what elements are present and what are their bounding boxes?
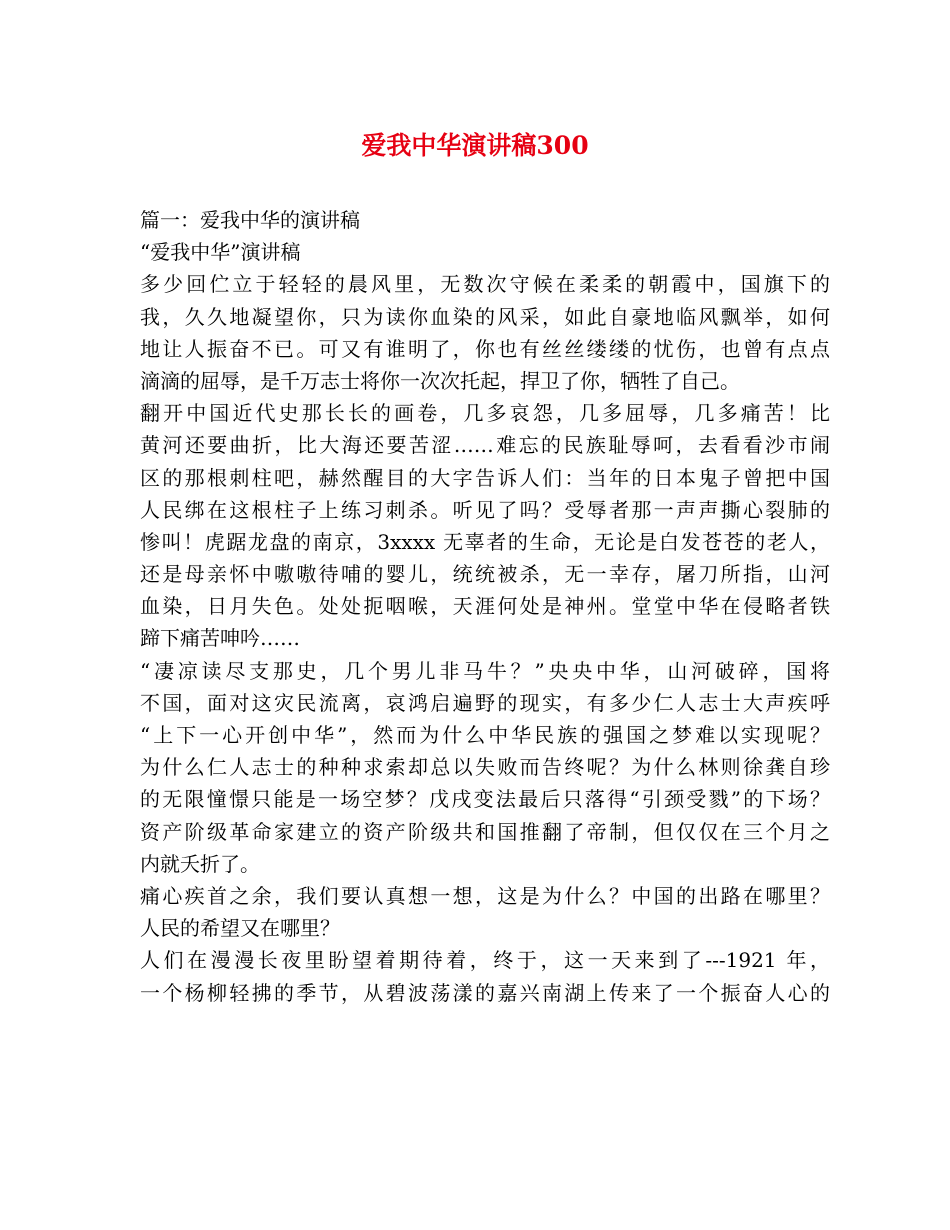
text-line: 蹄下痛苦呻吟……	[140, 626, 300, 651]
text-line: 多少回伫立于轻轻的晨风里，无数次守候在柔柔的朝霞中，国旗下的	[140, 272, 830, 297]
text-line: 不国，面对这灾民流离，哀鸿启遍野的现实，有多少仁人志士大声疾呼	[140, 690, 830, 715]
text-line: 惨叫！虎踞龙盘的南京，3xxxx 无辜者的生命，无论是白发苍苍的老人，	[140, 529, 830, 554]
text-line: 资产阶级革命家建立的资产阶级共和国推翻了帝制，但仅仅在三个月之	[140, 819, 830, 844]
document-body	[140, 204, 830, 1009]
text-line: 人民绑在这根柱子上练习刺杀。听见了吗？受辱者那一声声撕心裂肺的	[140, 497, 830, 522]
text-line: 区的那根刺柱吧，赫然醒目的大字告诉人们：当年的日本鬼子曾把中国	[140, 465, 830, 490]
text-line: 我，久久地凝望你，只为读你血染的风采，如此自豪地临风飘举，如何	[140, 304, 830, 329]
text-line: 人民的希望又在哪里？	[140, 916, 340, 941]
text-line: 翻开中国近代史那长长的画卷，几多哀怨，几多屈辱，几多痛苦！比	[140, 401, 830, 426]
text-line: 为什么仁人志士的种种求索却总以失败而告终呢？为什么林则徐龚自珍	[140, 755, 830, 780]
document-title: 爱我中华演讲稿300	[361, 131, 589, 160]
text-line: 黄河还要曲折，比大海还要苦涩……难忘的民族耻辱呵，去看看沙市闹	[140, 433, 830, 458]
text-line: 内就夭折了。	[140, 851, 260, 876]
text-line: 滴滴的屈辱，是千万志士将你一次次托起，捍卫了你，牺牲了自己。	[140, 368, 740, 393]
text-line: “凄凉读尽支那史，几个男儿非马牛？”央央中华，山河破碎，国将	[140, 658, 830, 683]
text-line: 地让人振奋不已。可又有谁明了，你也有丝丝缕缕的忧伤，也曾有点点	[140, 336, 830, 361]
text-line: “上下一心开创中华”，然而为什么中华民族的强国之梦难以实现呢？	[140, 723, 830, 747]
text-line: 一个杨柳轻拂的季节，从碧波荡漾的嘉兴南湖上传来了一个振奋人心的	[140, 980, 830, 1005]
text-line: “爱我中华”演讲稿	[140, 240, 301, 265]
text-line: 的无限憧憬只能是一场空梦？戊戌变法最后只落得“引颈受戮”的下场？	[140, 787, 830, 812]
text-line: 痛心疾首之余，我们要认真想一想，这是为什么？中国的出路在哪里？	[140, 883, 830, 908]
text-line: 篇一：爱我中华的演讲稿	[140, 208, 360, 232]
text-line: 血染，日月失色。处处扼咽喉，天涯何处是神州。堂堂中华在侵略者铁	[140, 594, 830, 619]
text-line: 还是母亲怀中嗷嗷待哺的婴儿，统统被杀，无一幸存，屠刀所指，山河	[140, 562, 830, 587]
text-line: 人们在漫漫长夜里盼望着期待着，终于，这一天来到了---1921 年，	[140, 948, 830, 973]
